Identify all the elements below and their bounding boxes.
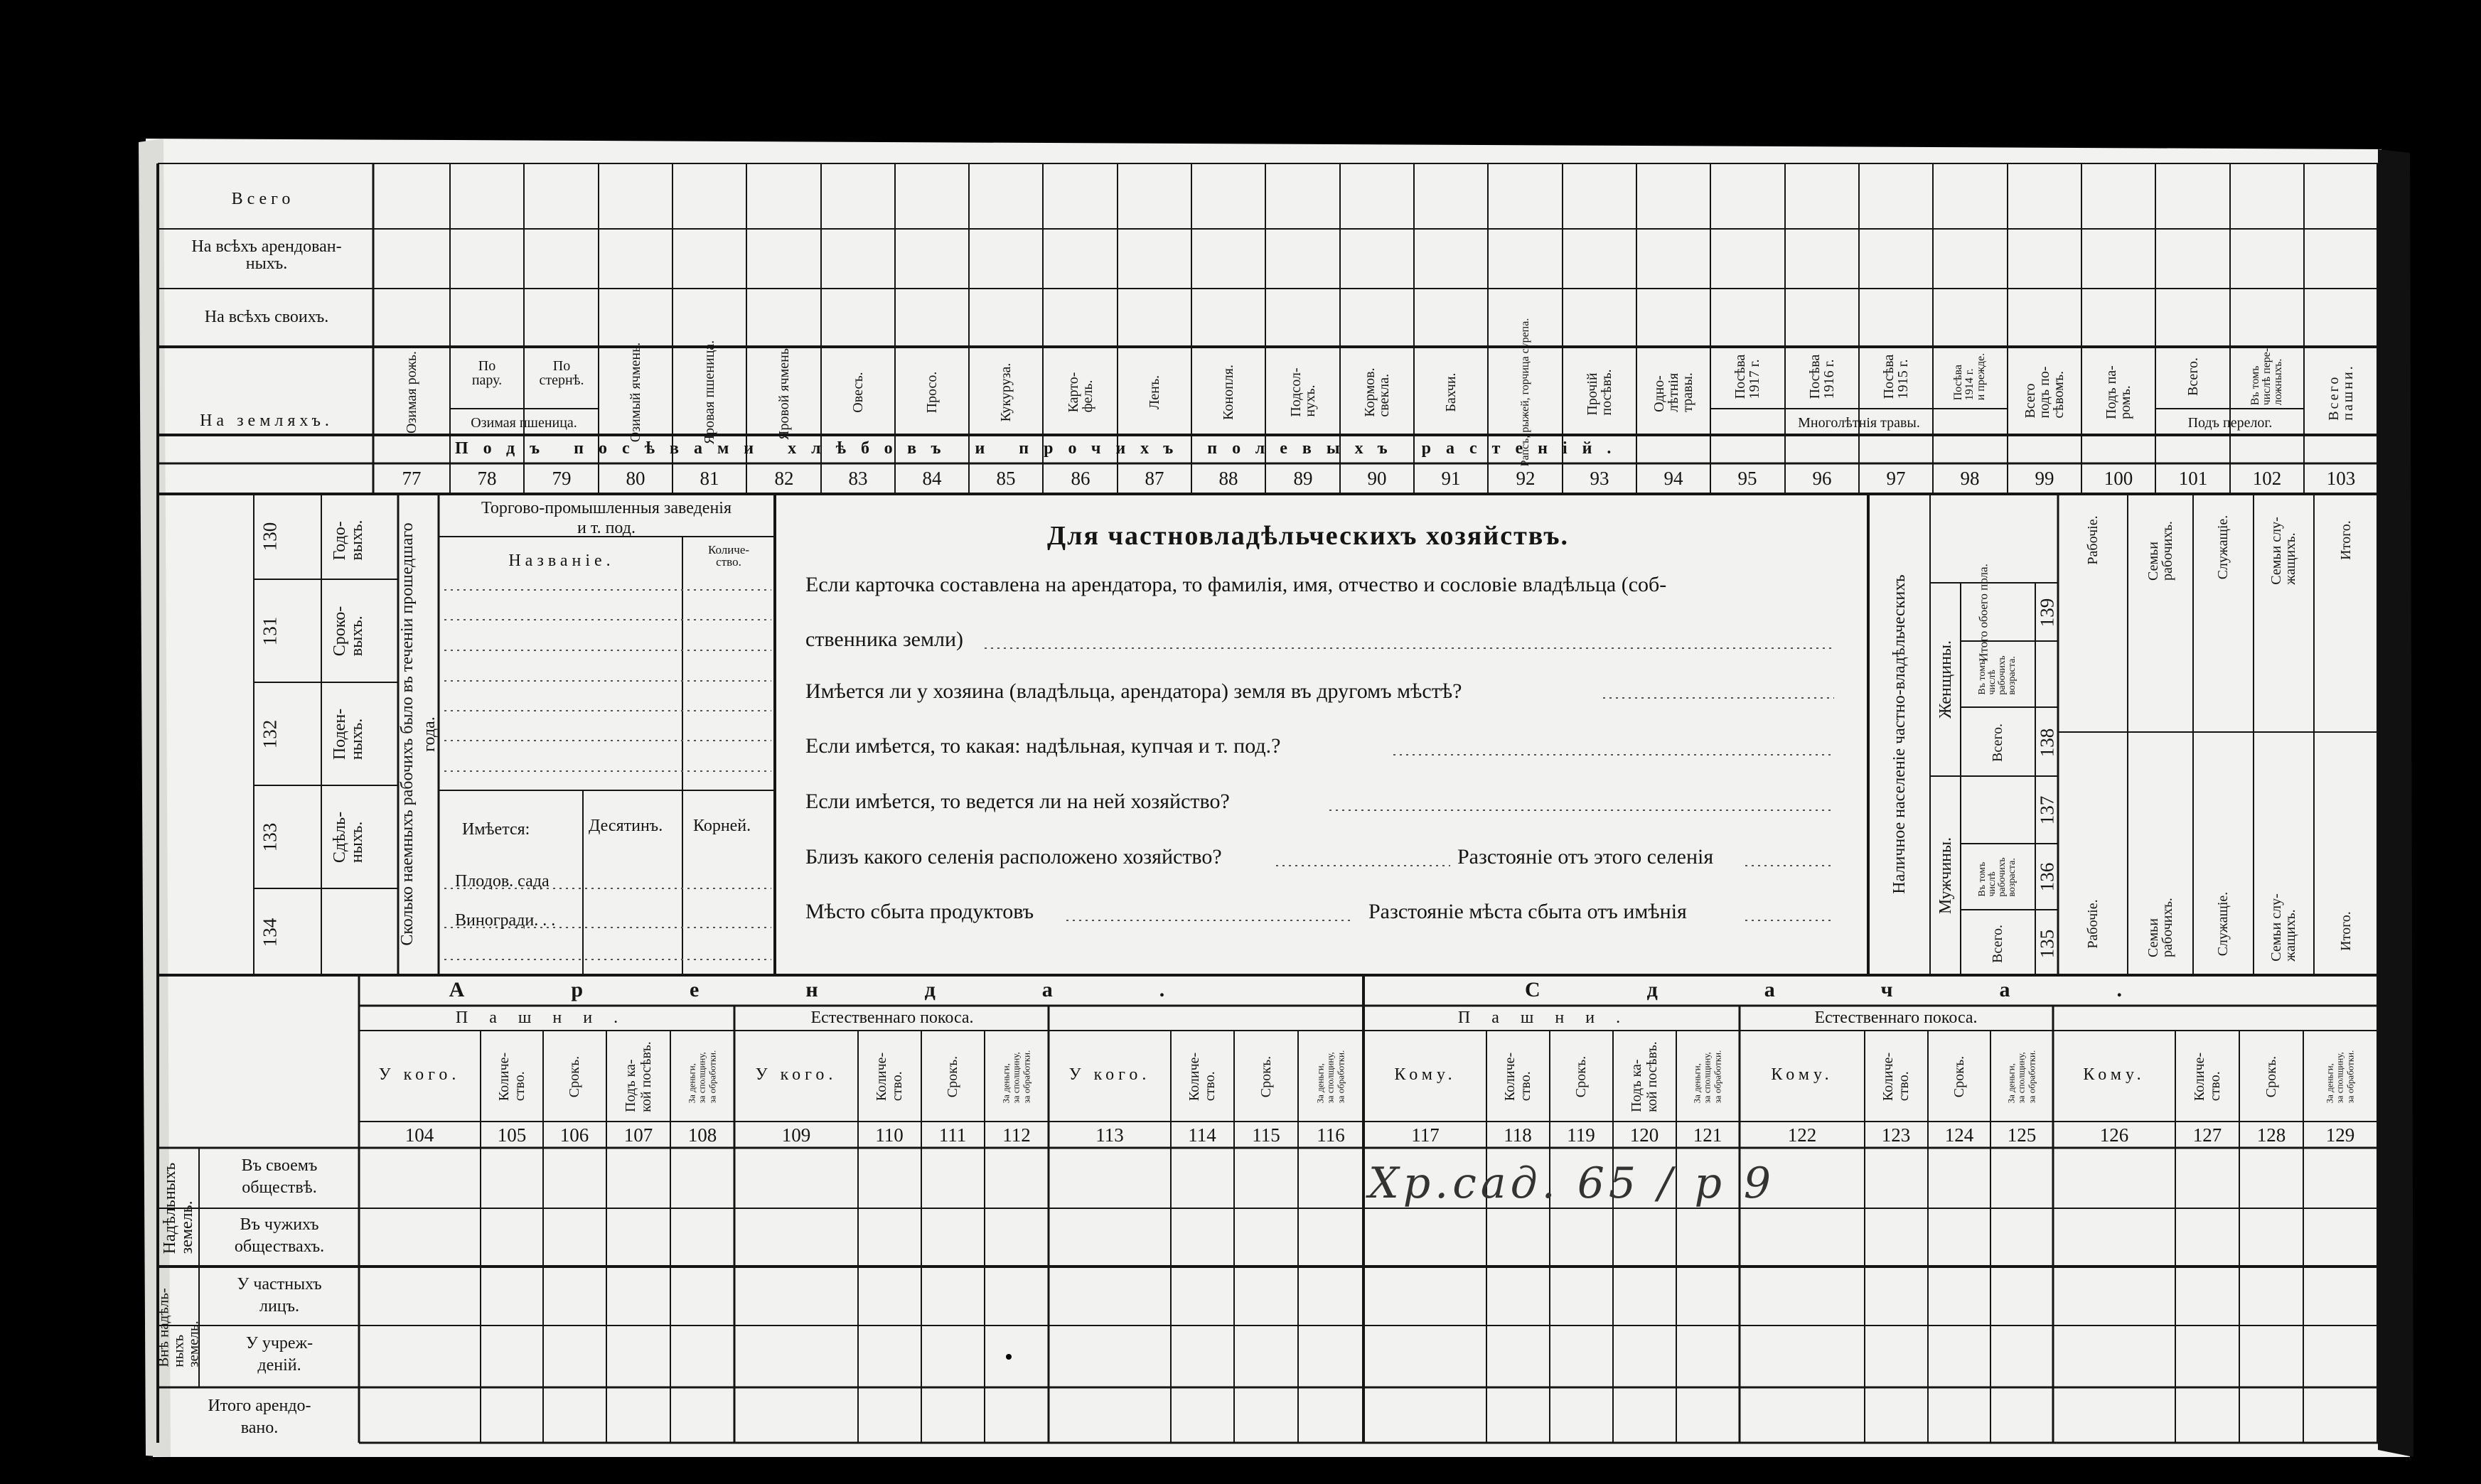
- vineyard-label: Виногради. . .: [455, 911, 556, 930]
- num-132: 132: [259, 719, 281, 749]
- col-employee-families-top: Семьи слу- жащихъ.: [2268, 517, 2298, 585]
- bottom-col-header: Количе- ство.: [496, 1052, 527, 1102]
- bottom-col-header: У кого.: [1068, 1065, 1151, 1084]
- bottom-col-number: 113: [1095, 1124, 1124, 1146]
- bottom-col-number: 126: [2099, 1124, 2129, 1146]
- top-col-number: 91: [1441, 468, 1461, 489]
- bottom-col-number: 122: [1787, 1124, 1817, 1146]
- col-sown-1917: Посѣва 1917 г.: [1732, 354, 1762, 399]
- col-sunflower: Подсол- нухъ.: [1288, 367, 1318, 417]
- row-own-society: Въ своемъ обществѣ.: [241, 1156, 318, 1198]
- arenda-pokos: Естественнаго покоса.: [810, 1009, 974, 1027]
- col-winter-barley: Озимый ячмень.: [628, 342, 643, 443]
- bottom-col-number: 114: [1188, 1124, 1216, 1146]
- bottom-col-number: 120: [1629, 1124, 1659, 1146]
- bottom-col-header: За деньги, за сполщину, за обработки.: [2005, 1050, 2037, 1104]
- question-owner-b: ственника земли): [805, 628, 963, 651]
- row-label-lands: На земляхъ.: [200, 412, 333, 430]
- bottom-col-header: За деньги, за сполщину, за обработки.: [1000, 1050, 1032, 1104]
- question-village-distance: Разстояніе отъ этого селенія: [1457, 845, 1714, 869]
- row-other-societies: Въ чужихъ обществахъ.: [234, 1215, 325, 1257]
- group-vne-nadel: Внѣ надѣль- ныхъ земель.: [154, 1288, 202, 1367]
- roots-header: Корней.: [693, 817, 751, 835]
- col-spring-barley: Яровой ячмень.: [776, 345, 792, 440]
- women-workers: Въ томъ числѣ рабочихъ возраста.: [1977, 655, 2018, 695]
- bottom-col-number: 117: [1411, 1124, 1440, 1146]
- col-flax: Ленъ.: [1147, 375, 1162, 410]
- col-perelog-incl: Въ томъ числѣ пере- ложныхъ.: [2249, 348, 2284, 406]
- bottom-col-header: Кому.: [1771, 1065, 1833, 1084]
- bottom-col-header: За деньги, за сполщину, за обработки.: [1314, 1050, 1346, 1104]
- col-fallow: Подъ па- ромъ.: [2104, 365, 2133, 419]
- question-village: Близъ какого селенія расположено хозяйство?: [805, 845, 1222, 869]
- col-oats: Овесъ.: [850, 372, 866, 413]
- question-owner-a: Если карточка составлена на арендатора, то фамилія, имя, отчество и сословіе владѣльца (соб-: [805, 573, 1667, 596]
- bottom-col-number: 109: [781, 1124, 811, 1146]
- bottom-col-number: 112: [1002, 1124, 1031, 1146]
- num-138: 138: [2036, 728, 2058, 758]
- top-col-number: 93: [1590, 468, 1609, 489]
- bottom-col-header: Количе- ство.: [1880, 1052, 1912, 1102]
- perelog-group: Подъ перелог.: [2187, 415, 2273, 431]
- bottom-col-header: Срокъ.: [1258, 1055, 1274, 1098]
- col-millet: Просо.: [924, 371, 940, 414]
- top-col-number: 92: [1516, 468, 1536, 489]
- bottom-col-header: Количе- ство.: [2192, 1052, 2223, 1102]
- top-col-number: 102: [2252, 468, 2282, 489]
- col-potato: Карто- фель.: [1066, 372, 1095, 413]
- col-workers-bottom: Рабочіе.: [2085, 899, 2101, 949]
- top-col-number: 78: [477, 468, 497, 489]
- label-annual: Годо- выхъ.: [331, 520, 366, 561]
- bottom-col-header: Срокъ.: [2263, 1055, 2279, 1098]
- num-139: 139: [2036, 598, 2058, 628]
- col-worker-families-top: Семьи рабочихъ.: [2145, 521, 2175, 581]
- top-col-number: 100: [2104, 468, 2133, 489]
- col-rapeseed: Рапсъ, рыжей, горчица сурепа.: [1519, 318, 1531, 467]
- question-other-land: Имѣется ли у хозяина (владѣльца, арендатора) земля въ другомъ мѣстѣ?: [805, 679, 1462, 703]
- men-total: Всего.: [1990, 924, 2005, 964]
- bottom-col-number: 111: [938, 1124, 967, 1146]
- top-col-number: 97: [1886, 468, 1906, 489]
- col-stubble-wheat: По стернѣ.: [539, 358, 584, 388]
- col-other-crops: Прочій посѣвъ.: [1585, 369, 1614, 416]
- bottom-col-number: 125: [2007, 1124, 2037, 1146]
- bottom-col-header: Количе- ство.: [1502, 1052, 1533, 1102]
- col-sown-1914: Посѣва 1914 г. и прежде.: [1952, 353, 1987, 401]
- bottom-col-number: 115: [1252, 1124, 1280, 1146]
- label-term: Сроко- выхъ.: [331, 606, 366, 657]
- bottom-col-number: 116: [1317, 1124, 1345, 1146]
- bottom-col-number: 110: [875, 1124, 904, 1146]
- both-sexes-total: Итого обоего пола.: [1976, 564, 1990, 662]
- bottom-col-header: Срокъ.: [567, 1055, 582, 1098]
- top-col-number: 80: [626, 468, 645, 489]
- num-130: 130: [259, 522, 281, 552]
- men-label: Мужчины.: [1936, 837, 1955, 915]
- bottom-col-number: 119: [1567, 1124, 1595, 1146]
- num-136: 136: [2036, 862, 2058, 892]
- bottom-col-number: 107: [623, 1124, 653, 1146]
- top-col-number: 86: [1071, 468, 1091, 489]
- arenda-banner: Аренда.: [449, 978, 1272, 1001]
- bottom-col-number: 106: [559, 1124, 589, 1146]
- col-sown-1916: Посѣва 1916 г.: [1807, 354, 1837, 399]
- bottom-col-number: 129: [2325, 1124, 2355, 1146]
- desyat-header: Десятинъ.: [589, 817, 663, 835]
- top-col-number: 96: [1812, 468, 1832, 489]
- top-col-number: 87: [1145, 468, 1164, 489]
- bottom-col-header: Количе- ство.: [874, 1052, 905, 1102]
- col-employees-top: Служащіе.: [2215, 515, 2231, 580]
- col-employees-bottom: Служащіе.: [2215, 891, 2231, 957]
- top-col-number: 85: [996, 468, 1016, 489]
- top-col-number: 90: [1367, 468, 1387, 489]
- top-col-number: 99: [2035, 468, 2054, 489]
- col-maize: Кукуруза.: [998, 362, 1014, 422]
- population-title: Наличное населеніе частно-владѣльческихъ: [1890, 574, 1909, 894]
- bottom-col-header: Подъ ка- кой посѣвъ.: [623, 1041, 654, 1112]
- col-total-top: Итого.: [2338, 520, 2354, 560]
- question-land-type: Если имѣется, то какая: надѣльная, купчая и т. под.?: [805, 734, 1281, 758]
- bottom-col-header: Срокъ.: [1951, 1055, 1967, 1098]
- col-spring-wheat: Яровая пшеница.: [702, 340, 717, 445]
- col-worker-families-bottom: Семьи рабочихъ.: [2145, 898, 2175, 957]
- trade-count-header: Количе- ство.: [707, 543, 750, 569]
- men-workers: Въ томъ числѣ рабочихъ возраста.: [1977, 857, 2018, 897]
- bottom-col-number: 121: [1693, 1124, 1722, 1146]
- has-label: Имѣется:: [462, 820, 530, 839]
- top-col-number: 103: [2326, 468, 2356, 489]
- label-piecework: Сдѣль- ныхъ.: [331, 811, 366, 864]
- top-col-number: 84: [922, 468, 942, 489]
- top-col-number: 77: [402, 468, 422, 489]
- women-label: Женщины.: [1936, 640, 1955, 719]
- num-134: 134: [259, 918, 281, 947]
- col-fodder-beet: Кормов. свекла.: [1362, 367, 1392, 417]
- top-col-number: 94: [1663, 468, 1683, 489]
- row-label-rented: На всѣхъ арендован- ныхъ.: [191, 237, 342, 273]
- arenda-pashni: Пашни.: [455, 1009, 640, 1027]
- winter-wheat-group: Озимая пшеница.: [471, 415, 577, 431]
- col-total-arable: Всего пашни.: [2326, 364, 2356, 421]
- top-col-number: 95: [1737, 468, 1757, 489]
- multiyear-grass-group: Многолѣтнія травы.: [1798, 415, 1920, 431]
- bottom-col-header: Подъ ка- кой посѣвъ.: [1629, 1041, 1660, 1112]
- trade-name-header: Названіе.: [508, 552, 615, 570]
- bottom-col-header: За деньги, за сполщину, за обработки.: [686, 1050, 718, 1104]
- bottom-col-header: У кого.: [378, 1065, 461, 1084]
- top-col-number: 88: [1218, 468, 1238, 489]
- bottom-col-header: За деньги, за сполщину, за обработки.: [1691, 1050, 1723, 1104]
- sdacha-banner: Сдача.: [1524, 978, 2229, 1001]
- top-col-number: 101: [2178, 468, 2208, 489]
- col-employee-families-bottom: Семьи слу- жащихъ.: [2268, 893, 2298, 962]
- col-total-bottom: Итого.: [2338, 911, 2354, 951]
- top-col-number: 81: [700, 468, 719, 489]
- num-133: 133: [259, 822, 281, 852]
- women-total: Всего.: [1990, 723, 2005, 763]
- question-market: Мѣсто сбыта продуктовъ: [805, 900, 1034, 923]
- bottom-col-header: За деньги, за сполщину, за обработки.: [2324, 1050, 2356, 1104]
- group-nadel: Надѣльныхъ земель.: [161, 1162, 196, 1254]
- num-137: 137: [2036, 795, 2058, 825]
- bottom-col-header: Кому.: [1394, 1065, 1457, 1084]
- bottom-col-number: 118: [1504, 1124, 1532, 1146]
- bottom-col-header: Количе- ство.: [1186, 1052, 1218, 1102]
- label-daily: Поден- ныхъ.: [331, 708, 366, 760]
- row-label-total: Всего: [231, 190, 295, 208]
- bottom-col-number: 108: [687, 1124, 717, 1146]
- orchard-label: Плодов. сада: [455, 872, 550, 891]
- col-annual-grass: Одно- лѣтнія травы.: [1651, 372, 1695, 412]
- bottom-col-number: 124: [1944, 1124, 1974, 1146]
- question-farming: Если имѣется, то ведется ли на ней хозяйство?: [805, 790, 1230, 813]
- row-institutions: У учреж- деній.: [245, 1334, 314, 1375]
- row-total-rented: Итого арендо- вано.: [208, 1397, 311, 1438]
- col-melons: Бахчи.: [1443, 372, 1459, 412]
- question-market-distance: Разстояніе мѣста сбыта отъ имѣнія: [1368, 900, 1687, 923]
- bottom-col-header: У кого.: [755, 1065, 837, 1084]
- col-fallow-wheat: По пару.: [471, 358, 503, 388]
- col-workers-top: Рабочіе.: [2085, 515, 2101, 565]
- bottom-col-header: Срокъ.: [945, 1055, 960, 1098]
- row-label-own: На всѣхъ своихъ.: [204, 308, 329, 326]
- sdacha-pashni: Пашни.: [1457, 1009, 1642, 1027]
- col-total-sown: Всего подъ по- сѣвомъ.: [2022, 366, 2067, 419]
- bottom-col-number: 127: [2192, 1124, 2222, 1146]
- top-col-number: 79: [552, 468, 572, 489]
- bottom-col-number: 123: [1881, 1124, 1911, 1146]
- ink-dot: [1006, 1354, 1012, 1360]
- sdacha-pokos: Естественнаго покоса.: [1814, 1009, 1978, 1027]
- num-135: 135: [2036, 929, 2058, 959]
- col-hemp: Конопля.: [1221, 365, 1236, 420]
- sown-banner: Подъ посѣвами хлѣбовъ и прочихъ полевыхъ растеній.: [455, 439, 1627, 458]
- paper-sheet: [146, 139, 2410, 1457]
- bottom-col-number: 104: [404, 1124, 434, 1146]
- bottom-col-number: 128: [2256, 1124, 2286, 1146]
- hired-workers-title: Сколько наемныхъ рабочихъ было въ теченіи прошедшаго года.: [397, 522, 439, 946]
- col-winter-rye: Озимая рожь.: [404, 350, 419, 434]
- bottom-col-header: Срокъ.: [1573, 1055, 1589, 1098]
- bottom-col-header: Кому.: [2083, 1065, 2145, 1084]
- row-private-persons: У частныхъ лицъ.: [237, 1275, 322, 1316]
- trade-title: Торгово-промышленныя заведенія и т. под.: [481, 499, 732, 537]
- col-perelog-total: Всего.: [2185, 357, 2201, 397]
- top-col-number: 83: [848, 468, 868, 489]
- num-131: 131: [259, 616, 281, 646]
- top-col-number: 82: [774, 468, 794, 489]
- bottom-col-number: 105: [497, 1124, 527, 1146]
- col-sown-1915: Посѣва 1915 г.: [1881, 354, 1911, 399]
- private-farms-title: Для частновладѣльческихъ хозяйствъ.: [1047, 521, 1569, 551]
- top-col-number: 98: [1960, 468, 1980, 489]
- top-col-number: 89: [1293, 468, 1313, 489]
- handwritten-entry: Хр.сад. 65 / р 9: [1368, 1158, 1776, 1208]
